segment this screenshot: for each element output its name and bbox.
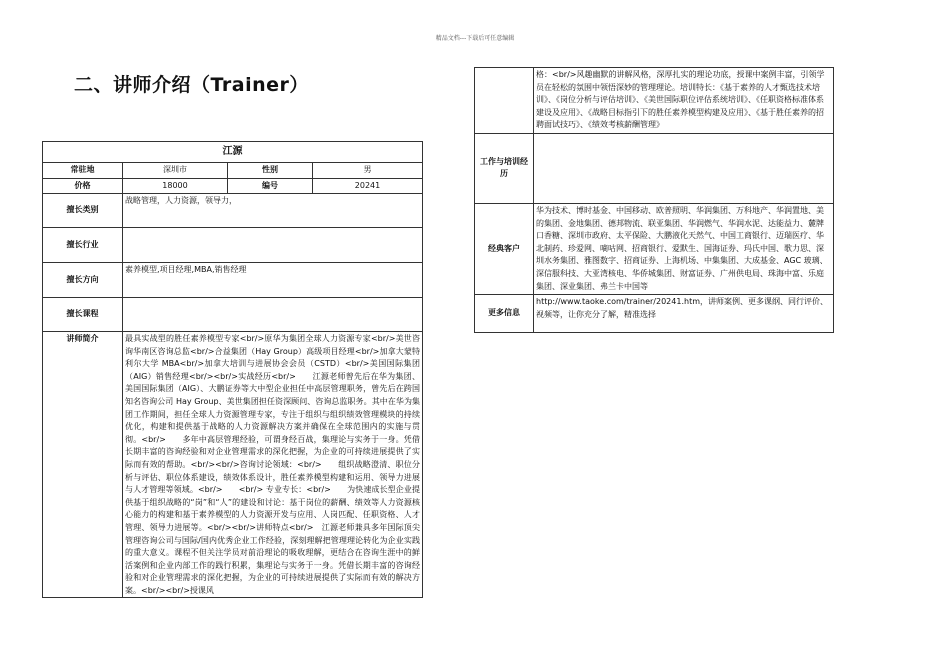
gender-label: 性别 <box>228 163 313 179</box>
intro-value: 最具实战型的胜任素养模型专家<br/>原华为集团全球人力资源专家<br/>美世咨询华南区咨询总监<br/>合益集团（Hay Group）高级项目经理<br/>加拿大蒙特利尔大学 MBA<br/>加拿大培训与进展协会会员（CSTD）<br/>美国国际集团（AIG）销售经理<br/><br/>实战经历<br/> 江源老师曾先后在华为集团、美国国际集团（AIG）、大鹏证券等大中型企业担任中高层管理职务，曾先后在跨国知名咨询公司 Hay Group、美世集团担任资深顾问、咨询总监职务。其中在华为集团工作期间，担任全球人力资源管理专家，专注于组织与组织绩效管理模块的持续优化，构建和提供基于战略的人力资源解决方案并确保在全球范围内的实施与贯彻。<br/> 多年中高层管理经验，可谓身经百战，集理论与实务于一身。凭借长期丰富的咨询经验和对企业管理需求的深化把握，为企业的可持续进展提供了实际而有效的帮助。<br/><br/>咨询讨论领域：<br/> 组织战略澄清、职位分析与评估、职位体系建设，绩效体系设计，胜任素养模型构建和运用、领导力进展与人才管理等领域。<br/> <br/> 专业专长：<br/> 为快速成长型企业提供基于组织战略的“岗”和“人”的建设和讨论：基于岗位的薪酬、绩效等人力资源核心能力的构建和基于素养模型的人力资源开发与应用、人岗匹配、任职资格、人才管理、领导力进展等。<br/><br/>讲师特点<br/> 江源老师兼具多年国际顶尖管理咨询公司与国际/国内优秀企业工作经验，深刻理解把管理理论转化为企业实践的重大意义。课程不但关注学员对前沿理论的吸收理解，更结合在咨询生涯中的鲜活案例和企业内部工作的践行积累，集理论与实务于一身。凭借长期丰富的咨询经验和对企业管理需求的深化把握，为企业的可持续进展提供了实际而有效的解决方案。<br/><br/>授课风 <box>125 334 420 595</box>
experience-value <box>534 133 834 203</box>
experience-label: 工作与培训经历 <box>475 133 534 203</box>
industry-label: 擅长行业 <box>43 228 123 263</box>
industry-value <box>123 228 423 263</box>
course-label: 擅长课程 <box>43 298 123 332</box>
direction-label: 擅长方向 <box>43 263 123 298</box>
location-label: 常驻地 <box>43 163 123 179</box>
trainer-profile-table <box>42 141 423 598</box>
id-value: 20241 <box>313 178 423 194</box>
price-value: 18000 <box>123 178 228 194</box>
more-info-label: 更多信息 <box>475 295 534 333</box>
gender-value: 男 <box>313 163 423 179</box>
category-value: 战略管理，人力资源，领导力， <box>123 194 423 228</box>
section-title: 二、讲师介绍（Trainer） <box>74 74 309 96</box>
page-header-note: 精品文档---下载后可任意编辑 <box>435 35 515 42</box>
price-label: 价格 <box>43 178 123 194</box>
clients-label: 经典客户 <box>475 203 534 294</box>
category-label: 擅长类别 <box>43 194 123 228</box>
more-info-value: http://www.taoke.com/trainer/20241.htm，讲师案例、更多课纲、同行评价、视频等，让你充分了解，精准选择 <box>534 295 834 333</box>
course-value <box>123 298 423 332</box>
direction-value: 素养模型,项目经理,MBA,销售经理 <box>123 263 423 298</box>
location-value: 深圳市 <box>123 163 228 179</box>
trainer-profile-table-continued <box>474 67 834 333</box>
clients-value: 华为技术、博时基金、中国移动、欧普照明、华润集团、万科地产、华润置地、美的集团、金地集团、德邦物流、联亚集团、华润燃气、华润水泥、达能益力、麓牌口香糖、深圳市政府、太平保险、大鹏液化天然气、中国工商银行、迈瑞医疗、华北制药、珍爱网、嘀咕网、招商银行、爱默生、国海证券、玛氏中国、歌力思、深圳水务集团、雅图数字、招商证券、上海机场、中集集团、大成基金、AGC 玻璃、深信服科技、大亚湾核电、华侨城集团、财富证券、广州供电局、珠海中富、乐庭集团、深业集团、弗兰卡中国等 <box>534 203 834 294</box>
trainer-name: 江源 <box>43 142 423 163</box>
teaching-style-value: 格：<br/>风趣幽默的讲解风格，深厚扎实的理论功底，授课中案例丰富，引领学员在轻松的氛围中领悟深妙的管理理论。培训特长：《基于素养的人才甄选技术培训》、《岗位分析与评估培训》、《美世国际职位评估系统培训》、《任职资格标准体系建设及应用》、《战略目标指引下的胜任素养模型构建及应用》、《基于胜任素养的招聘面试技巧》、《绩效考核薪酬管理》 <box>534 68 834 134</box>
intro-label: 讲师简介 <box>43 332 123 598</box>
id-label: 编号 <box>228 178 313 194</box>
